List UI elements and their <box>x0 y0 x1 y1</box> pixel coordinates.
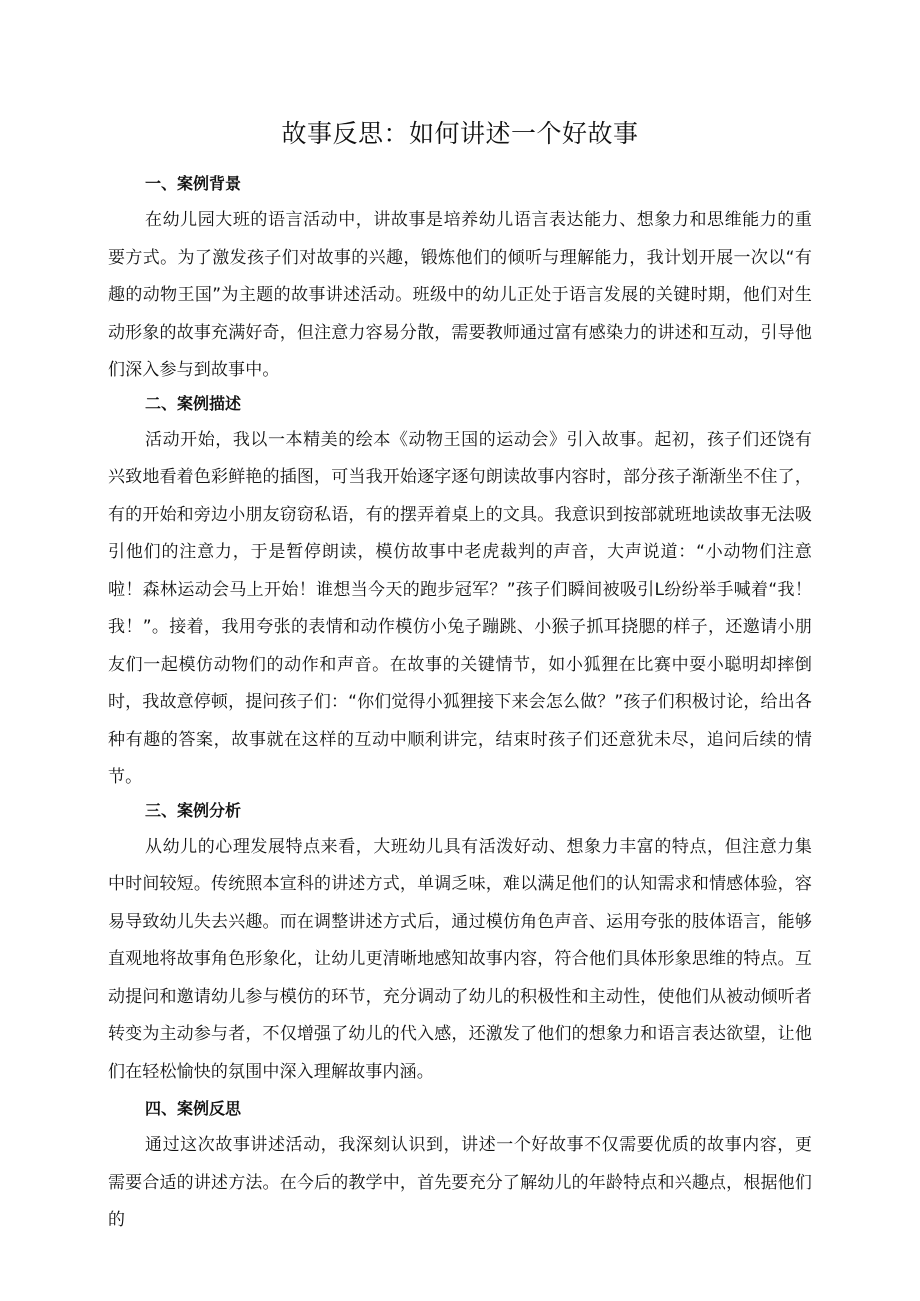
section-reflection <box>108 1097 812 1240</box>
section-heading: 三、案例分析 <box>145 800 242 820</box>
document-title: 故事反思：如何讲述一个好故事 <box>281 119 639 148</box>
section-paragraph: 活动开始，我以一本精美的绘本《动物王国的运动会》引入故事。起初，孩子们还饶有兴致地看着色彩鲜艳的插图，可当我开始逐字逐句朗读故事内容时，部分孩子渐渐坐不住了，有的开始和旁边小朋友窃窃私语，有的摆弄着桌上的文具。我意识到按部就班地读故事无法吸引他们的注意力，于是暂停朗读，模仿故事中老虎裁判的声音，大声说道：“小动物们注意啦！森林运动会马上开始！谁想当今天的跑步冠军？”孩子们瞬间被吸引L纷纷举手喊着“我！我！”。接着，我用夸张的表情和动作模仿小兔子蹦跳、小猴子抓耳挠腮的样子，还邀请小朋友们一起模仿动物们的动作和声音。在故事的关键情节，如小狐狸在比赛中耍小聪明却摔倒时，我故意停顿，提问孩子们：“你们觉得小狐狸接下来会怎么做？”孩子们积极讨论，给出各种有趣的答案，故事就在这样的互动中顺利讲完，结束时孩子们还意犹未尽，追问后续的情节。 <box>108 429 812 787</box>
section-analysis <box>108 799 812 1092</box>
section-heading: 一、案例背景 <box>145 174 242 193</box>
section-paragraph: 在幼儿园大班的语言活动中，讲故事是培养幼儿语言表达能力、想象力和思维能力的重要方式。为了激发孩子们对故事的兴趣，锻炼他们的倾听与理解能力，我计划开展一次以“有趣的动物王国”为主题的故事讲述活动。班级中的幼儿正处于语言发展的关键时期，他们对生动形象的故事充满好奇，但注意力容易分散，需要教师通过富有感染力的讲述和互动，引导他们深入参与到故事中。 <box>108 210 812 380</box>
section-paragraph: 从幼儿的心理发展特点来看，大班幼儿具有活泼好动、想象力丰富的特点，但注意力集中时间较短。传统照本宣科的讲述方式，单调乏味，难以满足他们的认知需求和情感体验，容易导致幼儿失去兴趣。而在调整讲述方式后，通过模仿角色声音、运用夸张的肢体语言，能够直观地将故事角色形象化，让幼儿更清晰地感知故事内容，符合他们具体形象思维的特点。互动提问和邀请幼儿参与模仿的环节，充分调动了幼儿的积极性和主动性，使他们从被动倾听者转变为主动参与者，不仅增强了幼儿的代入感，还激发了他们的想象力和语言表达欲望，让他们在轻松愉快的氛围中深入理解故事内涵。 <box>108 836 812 1082</box>
section-paragraph: 通过这次故事讲述活动，我深刻认识到，讲述一个好故事不仅需要优质的故事内容，更需要合适的讲述方法。在今后的教学中，首先要充分了解幼儿的年龄特点和兴趣点，根据他们的 <box>108 1135 812 1230</box>
section-heading: 二、案例描述 <box>145 393 242 413</box>
section-heading: 四、案例反思 <box>145 1099 242 1118</box>
section-description <box>108 392 812 797</box>
section-background <box>108 172 812 390</box>
